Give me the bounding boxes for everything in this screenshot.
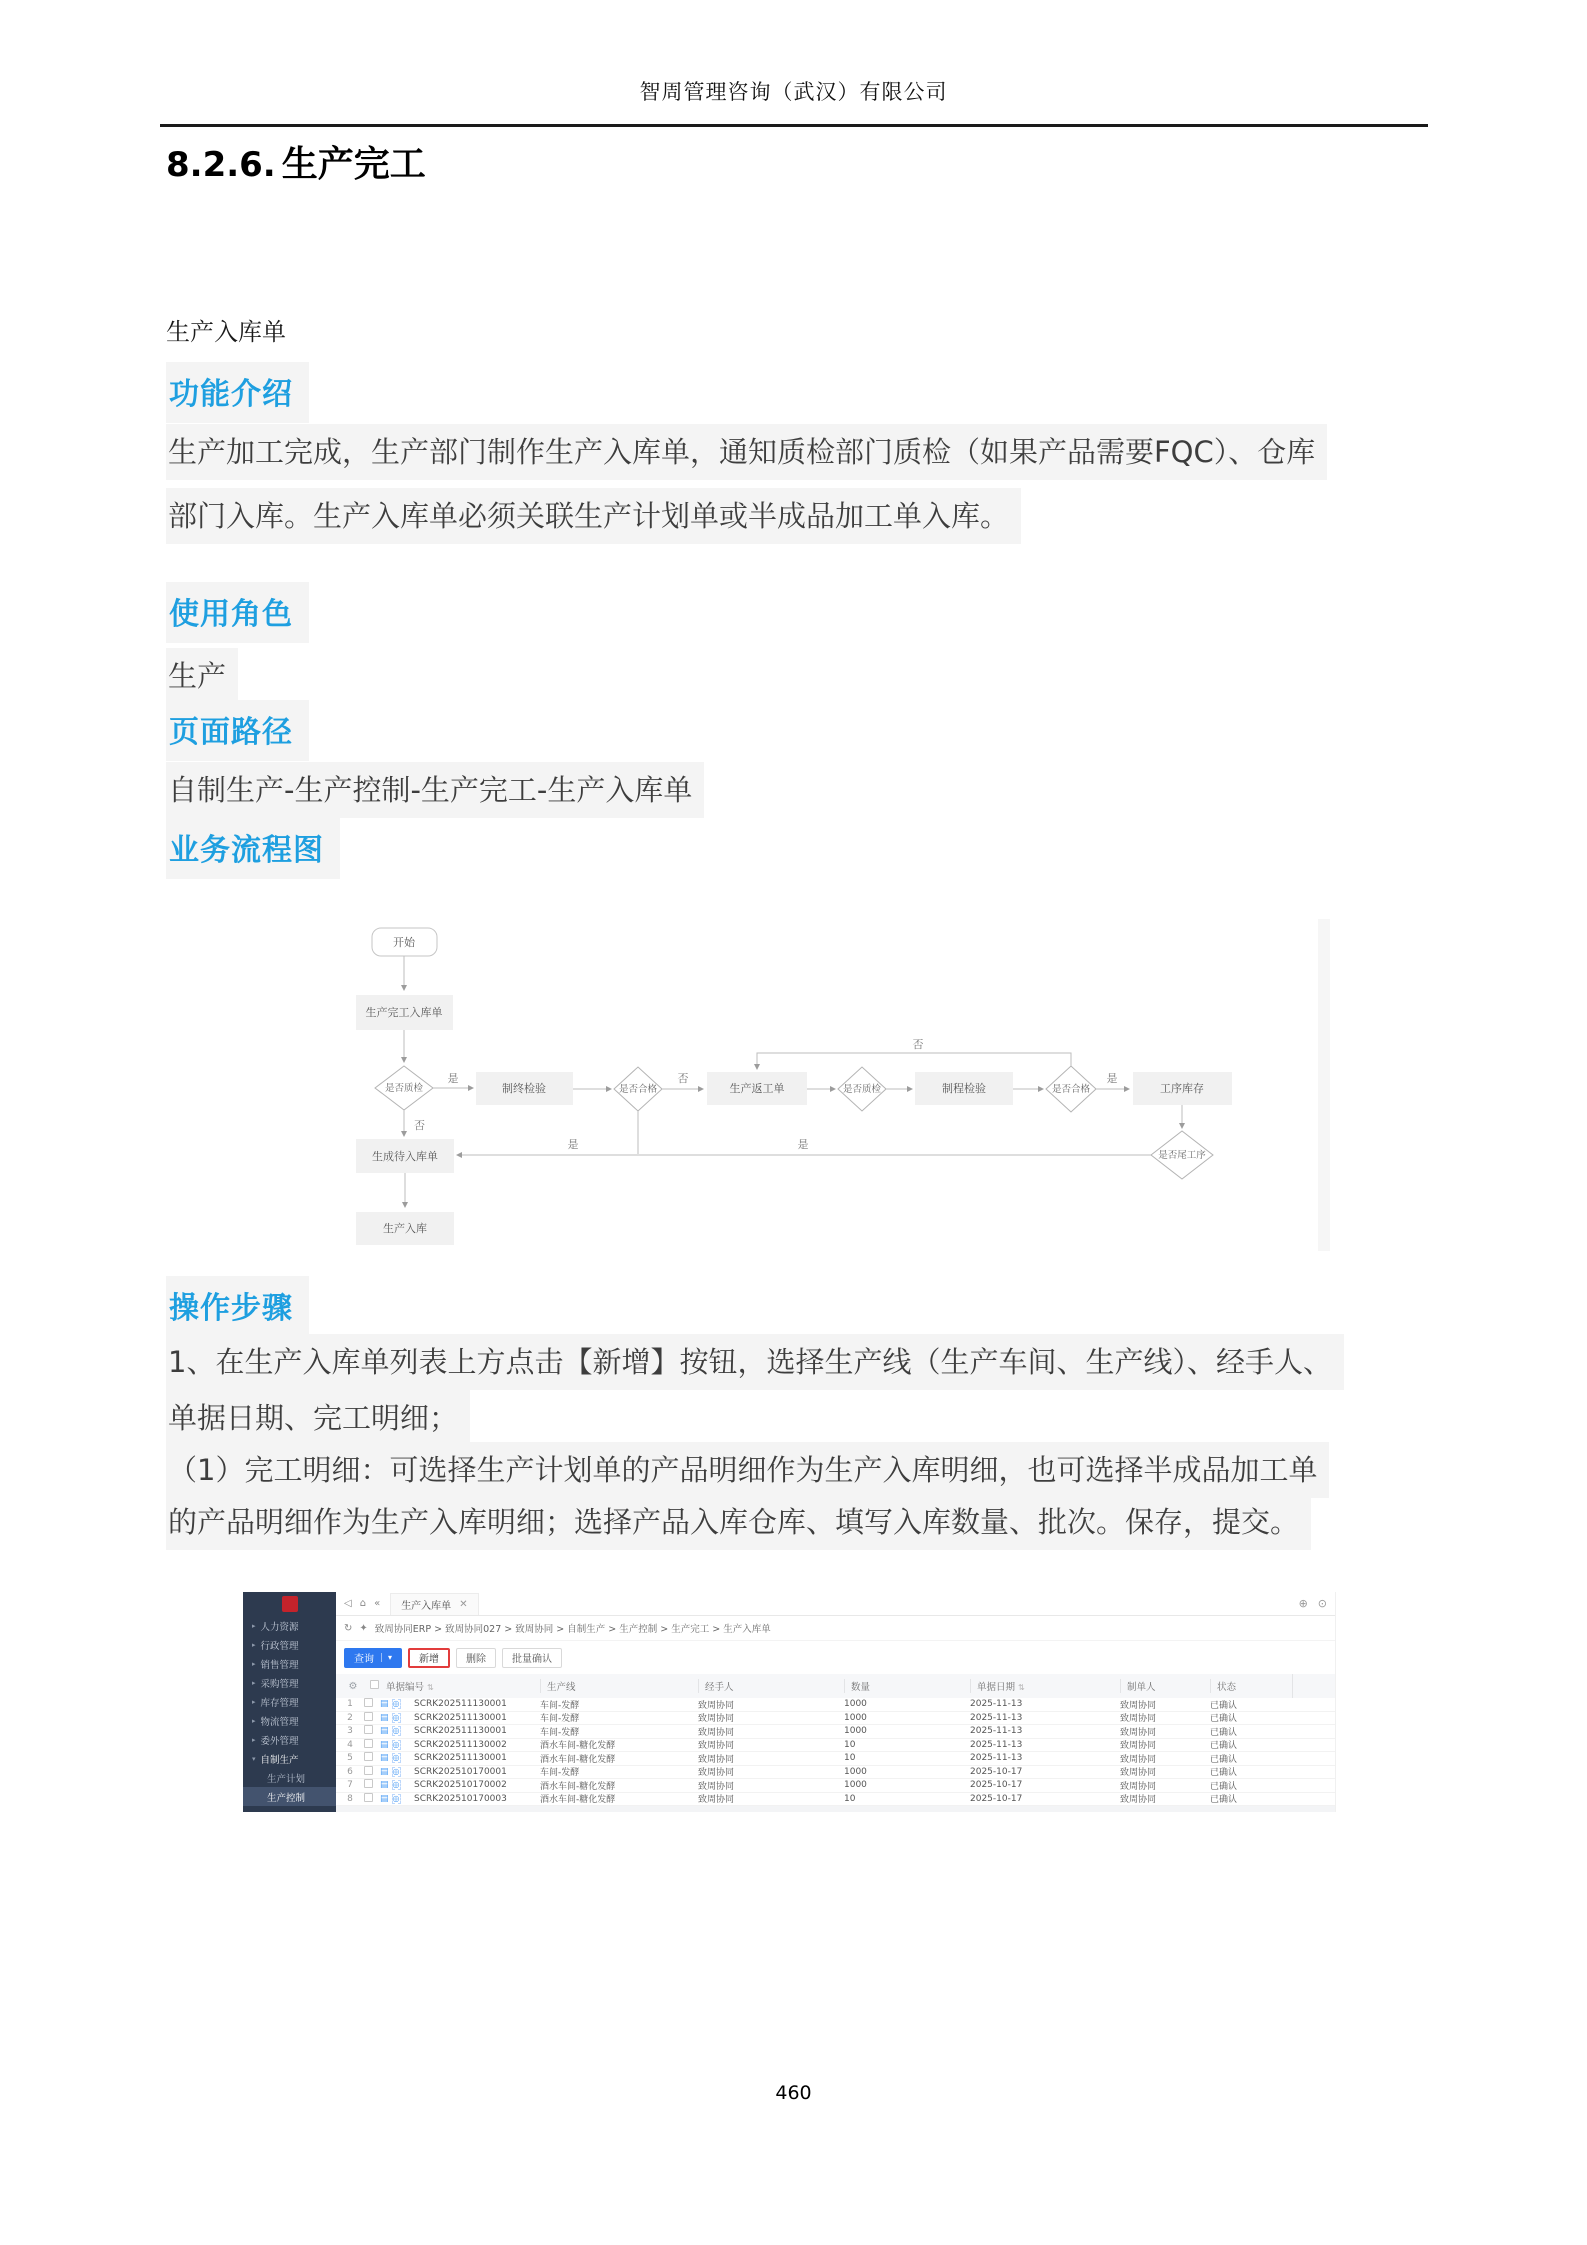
header-rule bbox=[160, 124, 1428, 127]
row-checkbox[interactable] bbox=[364, 1698, 373, 1707]
row-number: 2 bbox=[347, 1712, 353, 1723]
section-title bbox=[166, 136, 426, 187]
form-icon[interactable]: ▤ bbox=[380, 1766, 389, 1777]
cell-handler: 致周协同 bbox=[698, 1754, 735, 1765]
heading-role: 使用角色 bbox=[166, 582, 309, 643]
row-number: 3 bbox=[347, 1726, 353, 1737]
form-icon[interactable]: ▤ bbox=[380, 1726, 389, 1737]
cell-line: 酒水车间-糖化发酵 bbox=[540, 1781, 616, 1792]
pin-icon[interactable]: ✦ bbox=[359, 1622, 368, 1634]
svg-text:是: 是 bbox=[447, 1072, 459, 1085]
form-icon[interactable]: ▤ bbox=[380, 1712, 389, 1723]
sidebar-item[interactable] bbox=[243, 1654, 336, 1673]
delete-button[interactable]: 删除 bbox=[456, 1648, 496, 1668]
header-line[interactable]: 生产线 bbox=[540, 1679, 698, 1693]
sidebar-subitem-production-plan[interactable]: 生产计划 bbox=[267, 1773, 306, 1785]
cell-status: 已确认 bbox=[1210, 1795, 1238, 1806]
sidebar-item-label: 物流管理 bbox=[260, 1716, 299, 1728]
cell-qty: 10 bbox=[844, 1753, 856, 1764]
svg-text:生产返工单: 生产返工单 bbox=[729, 1082, 785, 1095]
cell-qty: 10 bbox=[844, 1739, 856, 1750]
table-row[interactable] bbox=[336, 1725, 1335, 1739]
erp-tabbar bbox=[336, 1592, 1335, 1616]
cell-code: SCRK202511130001 bbox=[414, 1753, 507, 1764]
sidebar-item-label: 委外管理 bbox=[260, 1735, 299, 1747]
caret-down-icon[interactable]: ▾ bbox=[381, 1653, 392, 1662]
sort-icon[interactable]: ⇅ bbox=[1018, 1683, 1025, 1692]
chevron-right-icon: ▸ bbox=[252, 1735, 256, 1744]
logo-mark bbox=[282, 1596, 298, 1612]
svg-text:是: 是 bbox=[567, 1138, 579, 1151]
sidebar-item[interactable] bbox=[243, 1635, 336, 1654]
cell-line: 车间-发酵 bbox=[540, 1700, 580, 1711]
breadcrumb: ↻ ✦ 致周协同ERP > 致周协同027 > 致周协同 > 自制生产 > 生产控制 > 生产完工 > 生产入库单 bbox=[336, 1616, 1335, 1641]
erp-screenshot bbox=[243, 1592, 1336, 1812]
cell-handler: 致周协同 bbox=[698, 1727, 735, 1738]
header-qty[interactable]: 数量 bbox=[844, 1679, 970, 1693]
tab-production-instock[interactable]: 生产入库单 ✕ bbox=[390, 1593, 478, 1615]
svg-text:开始: 开始 bbox=[393, 936, 415, 949]
refresh-icon[interactable]: ↻ bbox=[344, 1622, 353, 1634]
cell-date: 2025-10-17 bbox=[970, 1766, 1023, 1777]
header-maker[interactable]: 制单人 bbox=[1120, 1679, 1210, 1693]
subtitle: 生产入库单 bbox=[166, 318, 286, 346]
cell-maker: 致周协同 bbox=[1120, 1795, 1157, 1806]
step-line3: （1）完工明细：可选择生产计划单的产品明细作为生产入库明细，也可选择半成品加工单 bbox=[166, 1442, 1329, 1498]
chevron-right-icon: ▸ bbox=[252, 1716, 256, 1725]
svg-text:是否质检: 是否质检 bbox=[384, 1083, 424, 1094]
row-checkbox[interactable] bbox=[364, 1766, 373, 1775]
svg-text:生成待入库单: 生成待入库单 bbox=[372, 1150, 438, 1163]
form-icon[interactable]: ▤ bbox=[380, 1739, 389, 1750]
cell-code: SCRK202510170003 bbox=[414, 1793, 507, 1804]
cell-line: 车间-发酵 bbox=[540, 1714, 580, 1725]
erp-footer-strip bbox=[336, 1806, 1335, 1812]
cell-maker: 致周协同 bbox=[1120, 1768, 1157, 1779]
settings-icon[interactable]: ◎ bbox=[392, 1766, 400, 1776]
sidebar-item[interactable] bbox=[243, 1711, 336, 1730]
form-icon[interactable]: ▤ bbox=[380, 1699, 389, 1710]
svg-text:是否合格: 是否合格 bbox=[1051, 1084, 1091, 1095]
erp-main bbox=[336, 1592, 1335, 1812]
sidebar-item-label: 行政管理 bbox=[260, 1640, 299, 1652]
cell-code: SCRK202510170001 bbox=[414, 1766, 507, 1777]
settings-icon[interactable]: ◎ bbox=[392, 1726, 400, 1736]
cell-date: 2025-10-17 bbox=[970, 1780, 1023, 1791]
cell-maker: 致周协同 bbox=[1120, 1727, 1157, 1738]
heading-flowchart: 业务流程图 bbox=[166, 818, 340, 879]
sidebar-item-label: 销售管理 bbox=[260, 1659, 299, 1671]
cell-qty: 1000 bbox=[844, 1699, 867, 1710]
row-checkbox[interactable] bbox=[364, 1752, 373, 1761]
select-all-checkbox[interactable] bbox=[370, 1680, 379, 1689]
cell-maker: 致周协同 bbox=[1120, 1741, 1157, 1752]
table-row[interactable] bbox=[336, 1712, 1335, 1726]
cell-date: 2025-11-13 bbox=[970, 1726, 1023, 1737]
step-line1: 1、在生产入库单列表上方点击【新增】按钮，选择生产线（生产车间、生产线）、经手人、 bbox=[166, 1334, 1344, 1390]
cell-date: 2025-11-13 bbox=[970, 1699, 1023, 1710]
cell-code: SCRK202511130001 bbox=[414, 1712, 507, 1723]
section-title-text: 生产完工 bbox=[281, 143, 426, 185]
svg-text:工序库存: 工序库存 bbox=[1160, 1082, 1204, 1095]
cell-status: 已确认 bbox=[1210, 1700, 1238, 1711]
cell-status: 已确认 bbox=[1210, 1754, 1238, 1765]
sidebar-item-label: 人力资源 bbox=[260, 1621, 299, 1633]
cell-status: 已确认 bbox=[1210, 1714, 1238, 1725]
sidebar-item[interactable] bbox=[243, 1692, 336, 1711]
cell-date: 2025-11-13 bbox=[970, 1753, 1023, 1764]
company-header: 智周管理咨询（武汉）有限公司 bbox=[639, 80, 948, 104]
svg-text:是: 是 bbox=[797, 1138, 809, 1151]
settings-icon[interactable]: ◎ bbox=[392, 1712, 400, 1722]
globe-icon[interactable]: ⊕ bbox=[1298, 1597, 1308, 1610]
cell-line: 酒水车间-糖化发酵 bbox=[540, 1795, 616, 1806]
sidebar-item[interactable] bbox=[243, 1673, 336, 1692]
svg-text:制终检验: 制终检验 bbox=[502, 1082, 546, 1095]
svg-text:是否尾工序: 是否尾工序 bbox=[1158, 1150, 1206, 1161]
settings-icon[interactable]: ◎ bbox=[392, 1780, 400, 1790]
chevron-right-icon: ▸ bbox=[252, 1697, 256, 1706]
row-checkbox[interactable] bbox=[364, 1725, 373, 1734]
table-row[interactable] bbox=[336, 1739, 1335, 1753]
cell-date: 2025-10-17 bbox=[970, 1793, 1023, 1804]
svg-text:制程检验: 制程检验 bbox=[942, 1082, 986, 1095]
sidebar-item-label: 采购管理 bbox=[260, 1678, 299, 1690]
cell-date: 2025-11-13 bbox=[970, 1739, 1023, 1750]
cell-qty: 1000 bbox=[844, 1712, 867, 1723]
step-line2: 单据日期、完工明细； bbox=[166, 1390, 470, 1446]
chevron-right-icon: ▸ bbox=[252, 1621, 256, 1630]
chevron-right-icon: ▸ bbox=[252, 1640, 256, 1649]
cell-status: 已确认 bbox=[1210, 1781, 1238, 1792]
flow-scrollbar bbox=[1318, 919, 1330, 1251]
cell-line: 酒水车间-糖化发酵 bbox=[540, 1741, 616, 1752]
business-flowchart bbox=[170, 905, 1330, 1255]
intro-paragraph-line2: 部门入库。生产入库单必须关联生产计划单或半成品加工单入库。 bbox=[166, 488, 1021, 544]
cell-qty: 1000 bbox=[844, 1766, 867, 1777]
add-button[interactable]: 新增 bbox=[408, 1648, 450, 1668]
cell-maker: 致周协同 bbox=[1120, 1714, 1157, 1725]
path-text: 自制生产-生产控制-生产完工-生产入库单 bbox=[166, 762, 704, 818]
svg-text:否: 否 bbox=[912, 1038, 924, 1051]
cell-status: 已确认 bbox=[1210, 1741, 1238, 1752]
intro-paragraph-line1: 生产加工完成，生产部门制作生产入库单，通知质检部门质检（如果产品需要FQC）、仓库 bbox=[166, 424, 1327, 480]
row-checkbox[interactable] bbox=[364, 1739, 373, 1748]
form-icon[interactable]: ▤ bbox=[380, 1780, 389, 1791]
form-icon[interactable]: ▤ bbox=[380, 1793, 389, 1804]
cell-handler: 致周协同 bbox=[698, 1795, 735, 1806]
row-checkbox[interactable] bbox=[364, 1779, 373, 1788]
settings-icon[interactable]: ◎ bbox=[392, 1793, 400, 1803]
close-icon[interactable]: ✕ bbox=[459, 1598, 468, 1610]
cell-line: 酒水车间-糖化发酵 bbox=[540, 1754, 616, 1765]
sidebar-item[interactable] bbox=[243, 1616, 336, 1635]
sidebar-subitem-production-control[interactable]: 生产控制 bbox=[243, 1787, 336, 1806]
tabs-overflow-icon[interactable]: « bbox=[374, 1598, 381, 1609]
svg-text:是: 是 bbox=[1106, 1072, 1118, 1085]
row-number: 1 bbox=[347, 1699, 353, 1710]
svg-text:是否合格: 是否合格 bbox=[618, 1084, 658, 1095]
heading-steps: 操作步骤 bbox=[166, 1276, 309, 1337]
cell-handler: 致周协同 bbox=[698, 1781, 735, 1792]
cell-handler: 致周协同 bbox=[698, 1714, 735, 1725]
row-number: 4 bbox=[347, 1739, 353, 1750]
sidebar-item[interactable] bbox=[243, 1730, 336, 1749]
table-row[interactable] bbox=[336, 1752, 1335, 1766]
table-row[interactable] bbox=[336, 1698, 1335, 1712]
chevron-right-icon: ▸ bbox=[252, 1659, 256, 1668]
svg-text:生产完工入库单: 生产完工入库单 bbox=[365, 1006, 443, 1019]
collapse-left-icon[interactable]: ◁ bbox=[344, 1598, 352, 1609]
role-text: 生产 bbox=[166, 648, 238, 704]
cell-date: 2025-11-13 bbox=[970, 1712, 1023, 1723]
cell-maker: 致周协同 bbox=[1120, 1754, 1157, 1765]
cell-code: SCRK202511130002 bbox=[414, 1739, 507, 1750]
cell-line: 车间-发酵 bbox=[540, 1768, 580, 1779]
heading-path: 页面路径 bbox=[166, 700, 309, 761]
cell-handler: 致周协同 bbox=[698, 1768, 735, 1779]
query-button[interactable]: 查询 ▾ bbox=[344, 1648, 402, 1668]
column-settings-icon[interactable]: ⚙ bbox=[348, 1680, 358, 1692]
cell-handler: 致周协同 bbox=[698, 1741, 735, 1752]
row-checkbox[interactable] bbox=[364, 1712, 373, 1721]
svg-text:生产入库: 生产入库 bbox=[383, 1222, 427, 1235]
cell-maker: 致周协同 bbox=[1120, 1700, 1157, 1711]
cell-code: SCRK202511130001 bbox=[414, 1726, 507, 1737]
row-number: 7 bbox=[347, 1780, 353, 1791]
cell-code: SCRK202511130001 bbox=[414, 1699, 507, 1710]
cell-qty: 1000 bbox=[844, 1780, 867, 1791]
header-code[interactable]: 单据编号 ⇅ bbox=[386, 1682, 434, 1693]
cell-line: 车间-发酵 bbox=[540, 1727, 580, 1738]
row-number: 5 bbox=[347, 1753, 353, 1764]
row-number: 6 bbox=[347, 1766, 353, 1777]
cell-status: 已确认 bbox=[1210, 1768, 1238, 1779]
header-date[interactable]: 单据日期 ⇅ bbox=[970, 1679, 1120, 1693]
batch-confirm-button[interactable]: 批量确认 bbox=[502, 1648, 562, 1668]
settings-icon[interactable]: ◎ bbox=[392, 1753, 400, 1763]
sidebar-group-self-production[interactable]: ▾ 自制生产 bbox=[252, 1754, 299, 1766]
form-icon[interactable]: ▤ bbox=[380, 1753, 389, 1764]
table-row[interactable] bbox=[336, 1779, 1335, 1793]
sidebar-item-label: 库存管理 bbox=[260, 1697, 299, 1709]
erp-sidebar bbox=[243, 1592, 336, 1812]
erp-logo[interactable] bbox=[243, 1592, 336, 1616]
svg-text:否: 否 bbox=[677, 1072, 689, 1085]
cell-qty: 1000 bbox=[844, 1726, 867, 1737]
chevron-right-icon: ▸ bbox=[252, 1678, 256, 1687]
cell-code: SCRK202510170002 bbox=[414, 1780, 507, 1791]
row-checkbox[interactable] bbox=[364, 1793, 373, 1802]
cell-handler: 致周协同 bbox=[698, 1700, 735, 1711]
table-row[interactable] bbox=[336, 1766, 1335, 1780]
heading-intro: 功能介绍 bbox=[166, 362, 309, 423]
target-icon[interactable]: ⊙ bbox=[1317, 1597, 1327, 1610]
settings-icon[interactable]: ◎ bbox=[392, 1699, 400, 1709]
settings-icon[interactable]: ◎ bbox=[392, 1739, 400, 1749]
svg-text:是否质检: 是否质检 bbox=[842, 1084, 882, 1095]
sort-icon[interactable]: ⇅ bbox=[427, 1683, 434, 1692]
home-icon[interactable]: ⌂ bbox=[359, 1598, 367, 1609]
cell-maker: 致周协同 bbox=[1120, 1781, 1157, 1792]
chevron-down-icon: ▾ bbox=[252, 1754, 256, 1763]
page-number: 460 bbox=[775, 2082, 812, 2104]
step-line4: 的产品明细作为生产入库明细；选择产品入库仓库、填写入库数量、批次。保存，提交。 bbox=[166, 1494, 1311, 1550]
section-number: 8.2.6. bbox=[166, 145, 276, 185]
table-header bbox=[336, 1674, 1335, 1698]
table-row[interactable] bbox=[336, 1793, 1335, 1807]
svg-text:否: 否 bbox=[414, 1119, 425, 1132]
header-handler[interactable]: 经手人 bbox=[698, 1679, 844, 1693]
erp-toolbar bbox=[336, 1641, 1335, 1674]
table-body bbox=[336, 1698, 1335, 1806]
cell-qty: 10 bbox=[844, 1793, 856, 1804]
header-status[interactable]: 状态 bbox=[1210, 1679, 1292, 1693]
row-number: 8 bbox=[347, 1793, 353, 1804]
cell-status: 已确认 bbox=[1210, 1727, 1238, 1738]
